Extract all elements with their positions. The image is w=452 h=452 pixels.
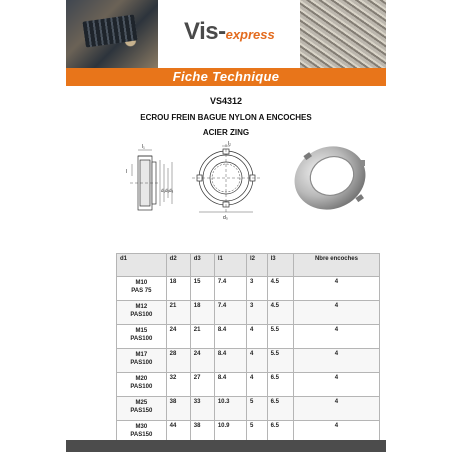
brand-accent-text: express xyxy=(225,27,275,42)
table-row xyxy=(117,301,380,325)
table-row xyxy=(117,325,380,349)
cell-l3: 6.5 xyxy=(267,397,293,421)
cell-d1 xyxy=(117,349,167,373)
table-header-row xyxy=(117,254,380,277)
cell-l2: 3 xyxy=(246,301,267,325)
cell-l3: 6.5 xyxy=(267,373,293,397)
cell-d3: 33 xyxy=(190,397,214,421)
cell-d2: 24 xyxy=(166,325,190,349)
cell-l2: 3 xyxy=(246,277,267,301)
label-d1: d₁ xyxy=(161,188,166,193)
label-l1: l₁ xyxy=(142,144,145,150)
table-row xyxy=(117,349,380,373)
header-photo-right xyxy=(300,0,386,68)
cell-l1: 8.4 xyxy=(214,325,246,349)
cell-d1 xyxy=(117,301,167,325)
product-description: ECROU FREIN BAGUE NYLON A ENCOCHES xyxy=(140,113,312,122)
technical-drawings xyxy=(66,140,386,220)
cell-d1-pitch: PAS100 xyxy=(130,336,153,342)
cell-d1 xyxy=(117,325,167,349)
cell-notches: 4 xyxy=(293,277,379,301)
col-header-notches: Nbre encoches xyxy=(293,254,379,277)
cell-d1-size: M15 xyxy=(135,328,148,334)
table-row xyxy=(117,397,380,421)
product-material: ACIER ZING xyxy=(202,128,250,137)
cell-d2: 32 xyxy=(166,373,190,397)
table-row xyxy=(117,277,380,301)
cell-l2: 4 xyxy=(246,325,267,349)
cell-d1-size: M20 xyxy=(135,376,148,382)
cell-d1 xyxy=(117,397,167,421)
cell-d3: 24 xyxy=(190,349,214,373)
cell-d3: 21 xyxy=(190,325,214,349)
spec-table xyxy=(116,253,380,445)
cell-d3: 38 xyxy=(190,421,214,445)
cell-d1-pitch: PAS150 xyxy=(130,432,153,438)
cell-d1 xyxy=(117,373,167,397)
cell-l1: 7.4 xyxy=(214,301,246,325)
cell-l3: 4.5 xyxy=(267,301,293,325)
cell-l1: 8.4 xyxy=(214,349,246,373)
cell-d2: 44 xyxy=(166,421,190,445)
cell-d2: 28 xyxy=(166,349,190,373)
cell-d1-size: M25 xyxy=(135,400,148,406)
label-l: l xyxy=(126,169,128,175)
technical-sheet xyxy=(66,0,386,452)
cell-l3: 5.5 xyxy=(267,349,293,373)
header-photo-left xyxy=(66,0,158,68)
cell-d1-size: M30 xyxy=(135,424,148,430)
cell-d1 xyxy=(117,277,167,301)
cell-l2: 4 xyxy=(246,373,267,397)
keyboard-graphic xyxy=(82,15,137,48)
brand-logo xyxy=(184,18,304,48)
cell-notches: 4 xyxy=(293,421,379,445)
cell-d2: 18 xyxy=(166,277,190,301)
cell-d1-size: M12 xyxy=(135,304,148,310)
cell-d1-pitch: PAS 75 xyxy=(131,288,152,294)
col-header-d3: d3 xyxy=(190,254,214,277)
cell-d3: 18 xyxy=(190,301,214,325)
col-header-l3: l3 xyxy=(267,254,293,277)
cell-notches: 4 xyxy=(293,373,379,397)
cell-notches: 4 xyxy=(293,301,379,325)
label-d3-side: d₃ xyxy=(169,188,174,193)
cell-notches: 4 xyxy=(293,349,379,373)
cell-d3: 27 xyxy=(190,373,214,397)
header-banner xyxy=(66,0,386,68)
footer-bar xyxy=(66,440,386,452)
cell-d1-pitch: PAS150 xyxy=(130,408,153,414)
cell-d1-pitch: PAS100 xyxy=(130,360,153,366)
col-header-l1: l1 xyxy=(214,254,246,277)
brand-main-text: Vis- xyxy=(184,18,226,45)
nut-photo xyxy=(286,140,375,219)
front-view-drawing xyxy=(192,144,260,212)
cell-l1: 7.4 xyxy=(214,277,246,301)
cell-notches: 4 xyxy=(293,325,379,349)
cell-d1-pitch: PAS100 xyxy=(130,312,153,318)
cell-l2: 5 xyxy=(246,397,267,421)
cell-notches: 4 xyxy=(293,397,379,421)
cell-l3: 5.5 xyxy=(267,325,293,349)
cell-d1-size: M10 xyxy=(135,280,148,286)
product-reference: VS4312 xyxy=(209,96,243,106)
side-section-drawing xyxy=(130,150,172,210)
cell-d2: 21 xyxy=(166,301,190,325)
cell-l1: 10.9 xyxy=(214,421,246,445)
cell-d2: 38 xyxy=(166,397,190,421)
label-l2: l₂ xyxy=(228,141,232,147)
table-row xyxy=(117,373,380,397)
cell-d1-size: M17 xyxy=(135,352,148,358)
col-header-d1: d1 xyxy=(117,254,167,277)
cell-l3: 4.5 xyxy=(267,277,293,301)
cell-l3: 6.5 xyxy=(267,421,293,445)
banner-title: Fiche Technique xyxy=(66,68,386,86)
cell-d1-pitch: PAS100 xyxy=(130,384,153,390)
cell-d3: 15 xyxy=(190,277,214,301)
label-d3-front: d₃ xyxy=(223,215,228,220)
col-header-l2: l2 xyxy=(246,254,267,277)
cell-l2: 4 xyxy=(246,349,267,373)
col-header-d2: d2 xyxy=(166,254,190,277)
label-d2: d₂ xyxy=(165,188,170,193)
cell-l1: 8.4 xyxy=(214,373,246,397)
cell-l2: 5 xyxy=(246,421,267,445)
cell-l1: 10.3 xyxy=(214,397,246,421)
